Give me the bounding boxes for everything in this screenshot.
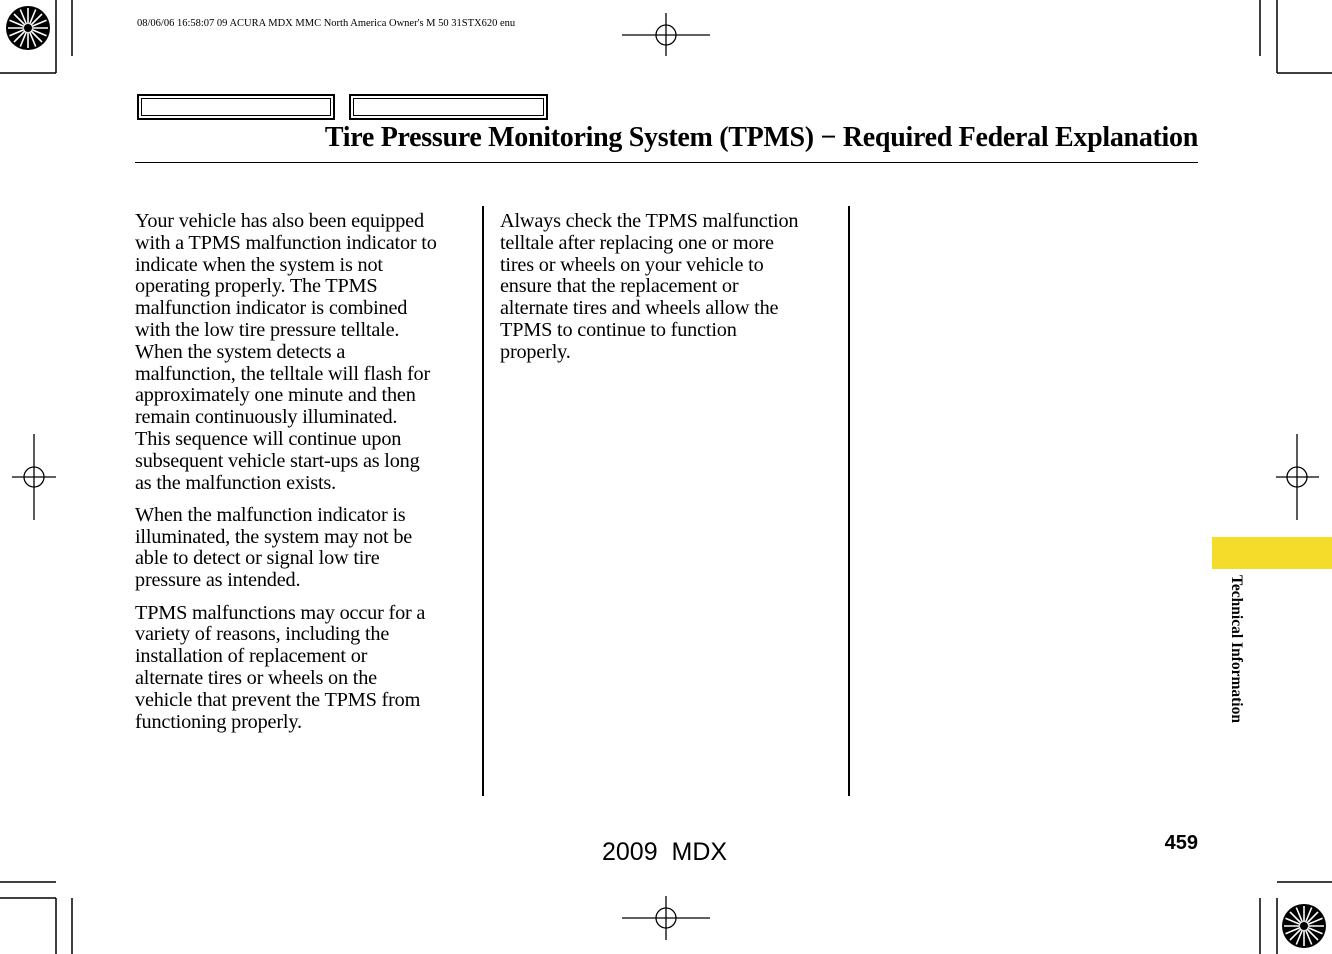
paragraph-malfunction-causes xyxy=(135,603,475,734)
starburst-target-bottom-right xyxy=(1282,904,1326,948)
text-line: malfunction, the telltale will flash for xyxy=(135,362,431,385)
text-line: malfunction indicator is combined xyxy=(135,297,408,320)
text-line: as the malfunction exists. xyxy=(135,471,336,494)
text-line: properly. xyxy=(500,340,571,363)
text-line: When the malfunction indicator is xyxy=(135,503,406,526)
section-tab-label: Technical Information xyxy=(1228,575,1245,723)
text-line: indicate when the system is not xyxy=(135,253,383,276)
text-line: installation of replacement or xyxy=(135,645,368,668)
text-line: When the system detects a xyxy=(135,340,346,363)
section-tab-marker xyxy=(1212,537,1332,569)
text-line: TPMS to continue to function xyxy=(500,318,737,341)
text-line: alternate tires or wheels on the xyxy=(135,666,377,689)
header-box-right xyxy=(349,94,548,120)
text-line: pressure as intended. xyxy=(135,569,301,592)
starburst-target-top-left xyxy=(6,6,50,50)
paragraph-check-after-replacing xyxy=(500,211,840,364)
text-line: remain continuously illuminated. xyxy=(135,406,398,429)
text-line: able to detect or signal low tire xyxy=(135,547,380,570)
paragraph-indicator-illuminated xyxy=(135,505,475,592)
text-column-2 xyxy=(500,211,840,374)
paragraph-malfunction-indicator xyxy=(135,211,475,494)
model-footer: 2009 MDX xyxy=(602,838,728,866)
text-line: operating properly. The TPMS xyxy=(135,275,378,298)
text-line: with a TPMS malfunction indicator to xyxy=(135,231,437,254)
text-line: alternate tires and wheels allow the xyxy=(500,297,779,320)
text-line: illuminated, the system may not be xyxy=(135,525,413,548)
header-box-left xyxy=(137,94,335,120)
column-divider-1 xyxy=(482,206,484,796)
column-divider-2 xyxy=(848,206,850,796)
page-number: 459 xyxy=(1164,832,1198,854)
text-line: variety of reasons, including the xyxy=(135,623,390,646)
text-line: TPMS malfunctions may occur for a xyxy=(135,601,426,624)
text-line: tires or wheels on your vehicle to xyxy=(500,253,764,276)
text-column-1 xyxy=(135,211,475,744)
registration-target-right xyxy=(1276,434,1319,520)
text-line: telltale after replacing one or more xyxy=(500,231,774,254)
print-info-slug: 08/06/06 16:58:07 09 ACURA MDX MMC North America Owner's M 50 31STX620 enu xyxy=(137,18,516,29)
registration-target-top xyxy=(622,13,710,56)
registration-target-bottom xyxy=(622,896,710,940)
text-line: This sequence will continue upon xyxy=(135,427,402,450)
text-line: with the low tire pressure telltale. xyxy=(135,318,400,341)
page-title: Tire Pressure Monitoring System (TPMS) − Required Federal Explanation xyxy=(324,122,1198,153)
text-line: Always check the TPMS malfunction xyxy=(500,210,799,232)
text-line: Your vehicle has also been equipped xyxy=(135,210,424,232)
text-line: functioning properly. xyxy=(135,710,302,733)
text-line: ensure that the replacement or xyxy=(500,275,739,298)
registration-target-left xyxy=(12,434,56,520)
text-line: vehicle that prevent the TPMS from xyxy=(135,688,421,711)
text-line: subsequent vehicle start-ups as long xyxy=(135,449,420,472)
text-line: approximately one minute and then xyxy=(135,384,416,407)
title-rule xyxy=(135,162,1198,163)
